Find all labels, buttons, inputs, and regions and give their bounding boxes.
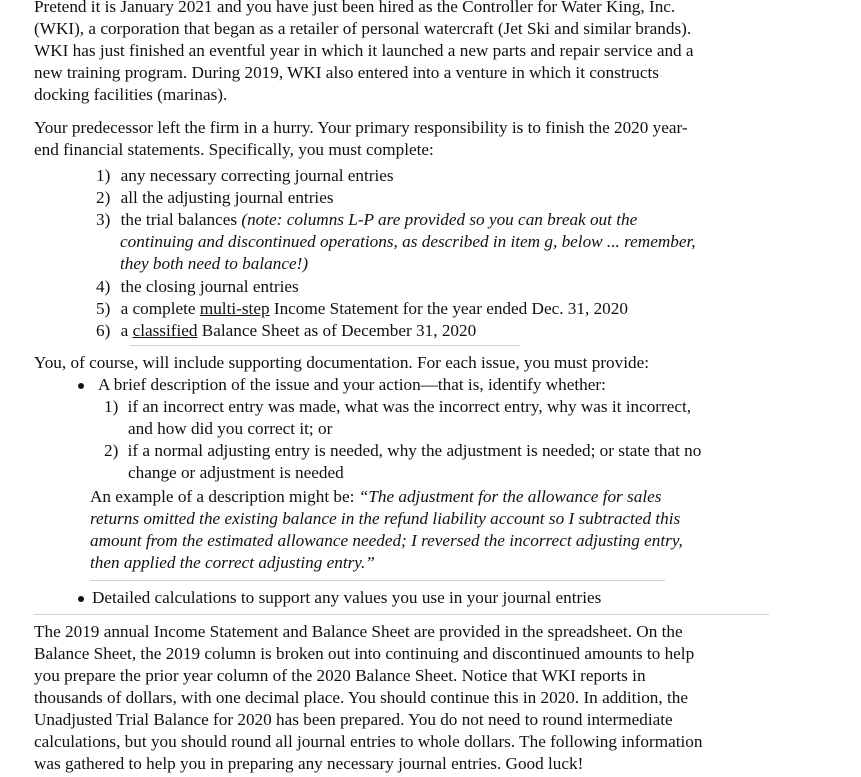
intro-line-2: (WKI), a corporation that began as a retailer of personal watercraft (Jet Ski and similar brands).	[34, 19, 692, 38]
list-text: all the adjusting journal entries	[120, 188, 334, 207]
list-text: the closing journal entries	[120, 277, 299, 296]
closing-line-3: you prepare the prior year column of the 2020 Balance Sheet. Notice that WKI reports in	[34, 666, 646, 685]
closing-line-6: calculations, but you should round all journal entries to whole dollars. The following information	[34, 732, 703, 751]
closing-line-1: The 2019 annual Income Statement and Balance Sheet are provided in the spreadsheet. On the	[34, 622, 683, 641]
divider	[130, 345, 520, 346]
sub-text-continued: and how did you correct it; or	[128, 419, 333, 438]
intro-line-5: docking facilities (marinas).	[34, 85, 228, 104]
list-text: any necessary correcting journal entries	[120, 166, 394, 185]
sub-number: 1)	[104, 397, 119, 416]
list-item	[96, 320, 476, 342]
bullet-dot-icon	[78, 596, 84, 602]
sub-item	[104, 440, 701, 462]
example-quote-continued: amount from the estimated allowance needed; I reversed the incorrect adjusting entry,	[90, 531, 683, 550]
closing-line-2: Balance Sheet, the 2019 column is broken out into continuing and discontinued amounts to help	[34, 644, 695, 663]
closing-line-7: was gathered to help you in preparing any necessary journal entries. Good luck!	[34, 754, 584, 773]
list-item	[96, 298, 628, 320]
classified-link[interactable]: classified	[132, 321, 198, 340]
example-quote-continued: then applied the correct adjusting entry.”	[90, 553, 375, 572]
responsibility-line-1: Your predecessor left the firm in a hurry. Your primary responsibility is to finish the 2020 year-	[34, 118, 688, 137]
list-item	[96, 187, 334, 209]
closing-line-5: Unadjusted Trial Balance for 2020 has been prepared. You do not need to round intermediate	[34, 710, 673, 729]
list-note-continued: they both need to balance!)	[120, 254, 309, 273]
list-item	[96, 276, 299, 298]
bullet-item-description: A brief description of the issue and your action—that is, identify whether:	[98, 375, 606, 394]
list-number: 1)	[96, 166, 111, 185]
divider	[34, 614, 769, 615]
list-number: 2)	[96, 188, 111, 207]
example-quote: “The adjustment for the allowance for sales	[358, 487, 662, 506]
list-text-prefix: a complete	[120, 299, 200, 318]
multi-step-link[interactable]: multi-step	[199, 299, 270, 318]
list-number: 5)	[96, 299, 111, 318]
sub-text-continued: change or adjustment is needed	[128, 463, 344, 482]
intro-line-1: Pretend it is January 2021 and you have just been hired as the Controller for Water King, Inc.	[34, 0, 676, 16]
sub-number: 2)	[104, 441, 119, 460]
sub-item	[104, 396, 691, 418]
list-note: (note: columns L-P are provided so you can break out the	[241, 210, 638, 229]
intro-line-4: new training program. During 2019, WKI also entered into a venture in which it constructs	[34, 63, 659, 82]
example-quote-continued: returns omitted the existing balance in the refund liability account so I subtracted this	[90, 509, 681, 528]
list-number: 3)	[96, 210, 111, 229]
closing-line-4: thousands of dollars, with one decimal place. You should continue this in 2020. In addition, the	[34, 688, 688, 707]
sub-text: if a normal adjusting entry is needed, why the adjustment is needed; or state that no	[127, 441, 702, 460]
list-text: the trial balances	[120, 210, 242, 229]
bullet-item-calculations: Detailed calculations to support any values you use in your journal entries	[92, 588, 602, 607]
example-lead: An example of a description might be:	[90, 487, 359, 506]
list-text-prefix: a	[120, 321, 133, 340]
list-number: 6)	[96, 321, 111, 340]
documentation-lead: You, of course, will include supporting documentation. For each issue, you must provide:	[34, 353, 650, 372]
list-item	[96, 165, 394, 187]
list-text: Balance Sheet as of December 31, 2020	[197, 321, 477, 340]
intro-line-3: WKI has just finished an eventful year in which it launched a new parts and repair service and a	[34, 41, 694, 60]
example-line	[90, 486, 661, 508]
responsibility-line-2: end financial statements. Specifically, you must complete:	[34, 140, 434, 159]
list-number: 4)	[96, 277, 111, 296]
list-note-continued: continuing and discontinued operations, as described in item g, below ... remember,	[120, 232, 696, 251]
divider	[90, 580, 665, 581]
bullet-dot-icon	[78, 383, 84, 389]
sub-text: if an incorrect entry was made, what was the incorrect entry, why was it incorrect,	[127, 397, 692, 416]
list-item	[96, 209, 637, 231]
list-text: Income Statement for the year ended Dec. 31, 2020	[269, 299, 628, 318]
